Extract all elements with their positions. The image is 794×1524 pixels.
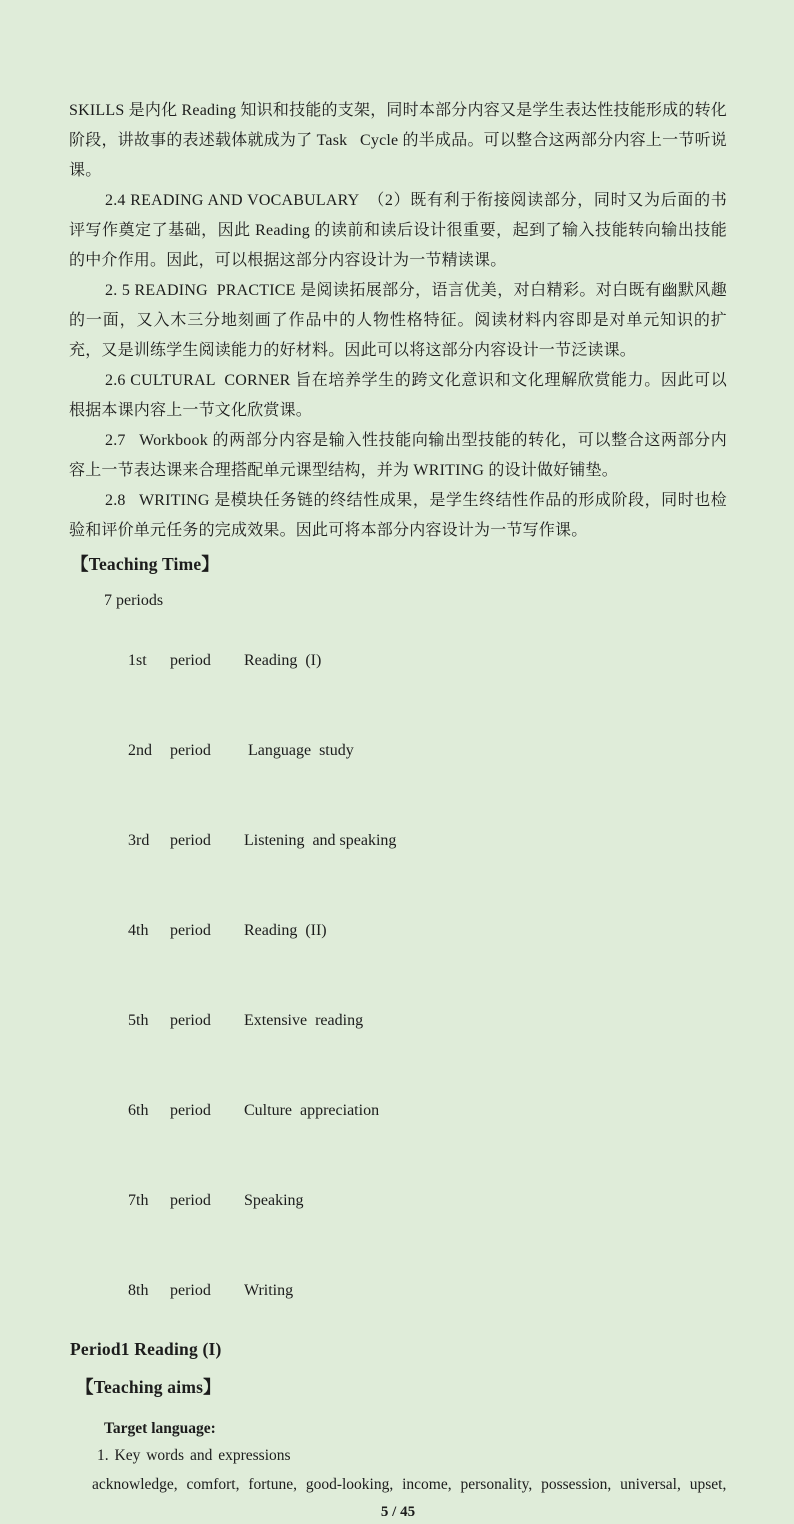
period-ordinal: 1st [128, 652, 147, 669]
period-label: period [170, 742, 211, 759]
paragraph-2-8-writing: 2.8 WRITING 是模块任务链的终结性成果，是学生终结性作品的形成阶段，同时也检验和评价单元任务的完成效果。因此可将本部分内容设计为一节写作课。 [69, 492, 727, 539]
period-row-4 [104, 886, 727, 976]
period-row-2 [104, 706, 727, 796]
paragraph-2-6-cultural-corner: 2.6 CULTURAL CORNER 旨在培养学生的跨文化意识和文化理解欣赏能力。因此可以根据本课内容上一节文化欣赏课。 [69, 372, 727, 419]
period-label: period [170, 832, 211, 849]
period-label: period [170, 922, 211, 939]
period-ordinal: 3rd [128, 832, 150, 849]
key-words-heading: 1. Key words and expressions [97, 1447, 291, 1464]
period-ordinal: 7th [128, 1192, 149, 1209]
period-name: Culture appreciation [244, 1102, 380, 1119]
periods-total: 7 periods [104, 592, 164, 609]
period-row-3 [104, 796, 727, 886]
paragraph-2-5-reading-practice: 2. 5 READING PRACTICE 是阅读拓展部分，语言优美，对白精彩。对白既有幽默风趣的一面，又入木三分地刻画了作品中的人物性格特征。阅读材料内容即是对单元知识的扩充，又是训练学生阅读能力的好材料。因此可以将这部分内容设计一节泛读课。 [69, 282, 727, 359]
period-row-6 [104, 1066, 727, 1156]
period-row-8 [104, 1246, 727, 1336]
period-label: period [170, 1102, 211, 1119]
period-label: period [170, 1012, 211, 1029]
period-label: period [170, 652, 211, 669]
period-name: Listening and speaking [244, 832, 397, 849]
period-ordinal: 8th [128, 1282, 149, 1299]
period-row-5 [104, 976, 727, 1066]
page-number: 5 / 45 [380, 1504, 416, 1520]
period-row-7 [104, 1156, 727, 1246]
period-name: Reading (I) [244, 652, 322, 669]
target-language-label: Target language: [104, 1420, 216, 1437]
period-name: Reading (II) [244, 922, 327, 939]
teaching-aims-heading: 【Teaching aims】 [76, 1377, 221, 1397]
period-ordinal: 6th [128, 1102, 149, 1119]
period-ordinal: 2nd [128, 742, 152, 759]
period-label: period [170, 1282, 211, 1299]
period-ordinal: 5th [128, 1012, 149, 1029]
period-ordinal: 4th [128, 922, 149, 939]
period-name: Writing [244, 1282, 294, 1299]
key-words-line: acknowledge, comfort, fortune, good-looking, income, personality, possession, universal, upset, [92, 1476, 727, 1493]
period-name: Extensive reading [244, 1012, 364, 1029]
period-label: period [170, 1192, 211, 1209]
paragraph-2-7-workbook: 2.7 Workbook 的两部分内容是输入性技能向输出型技能的转化，可以整合这两部分内容上一节表达课来合理搭配单元课型结构，并为 WRITING 的设计做好铺垫。 [69, 432, 727, 479]
paragraph-skills: SKILLS 是内化 Reading 知识和技能的支架，同时本部分内容又是学生表达性技能形成的转化阶段，讲故事的表述载体就成为了 Task Cycle 的半成品。可以整合这两部分内容上一节听说课。 [69, 102, 727, 179]
period-name: Speaking [244, 1192, 304, 1209]
teaching-time-heading: 【Teaching Time】 [71, 554, 220, 574]
period-row-1 [104, 616, 727, 706]
period-name: Language study [244, 742, 354, 759]
period1-heading: Period1 Reading (I) [70, 1339, 222, 1359]
paragraph-2-4-reading-vocabulary: 2.4 READING AND VOCABULARY （2）既有利于衔接阅读部分，同时又为后面的书评写作奠定了基础，因此 Reading 的读前和读后设计很重要，起到了输入技能转向输出技能的中介作用。因此，可以根据这部分内容设计为一节精读课。 [69, 192, 727, 269]
